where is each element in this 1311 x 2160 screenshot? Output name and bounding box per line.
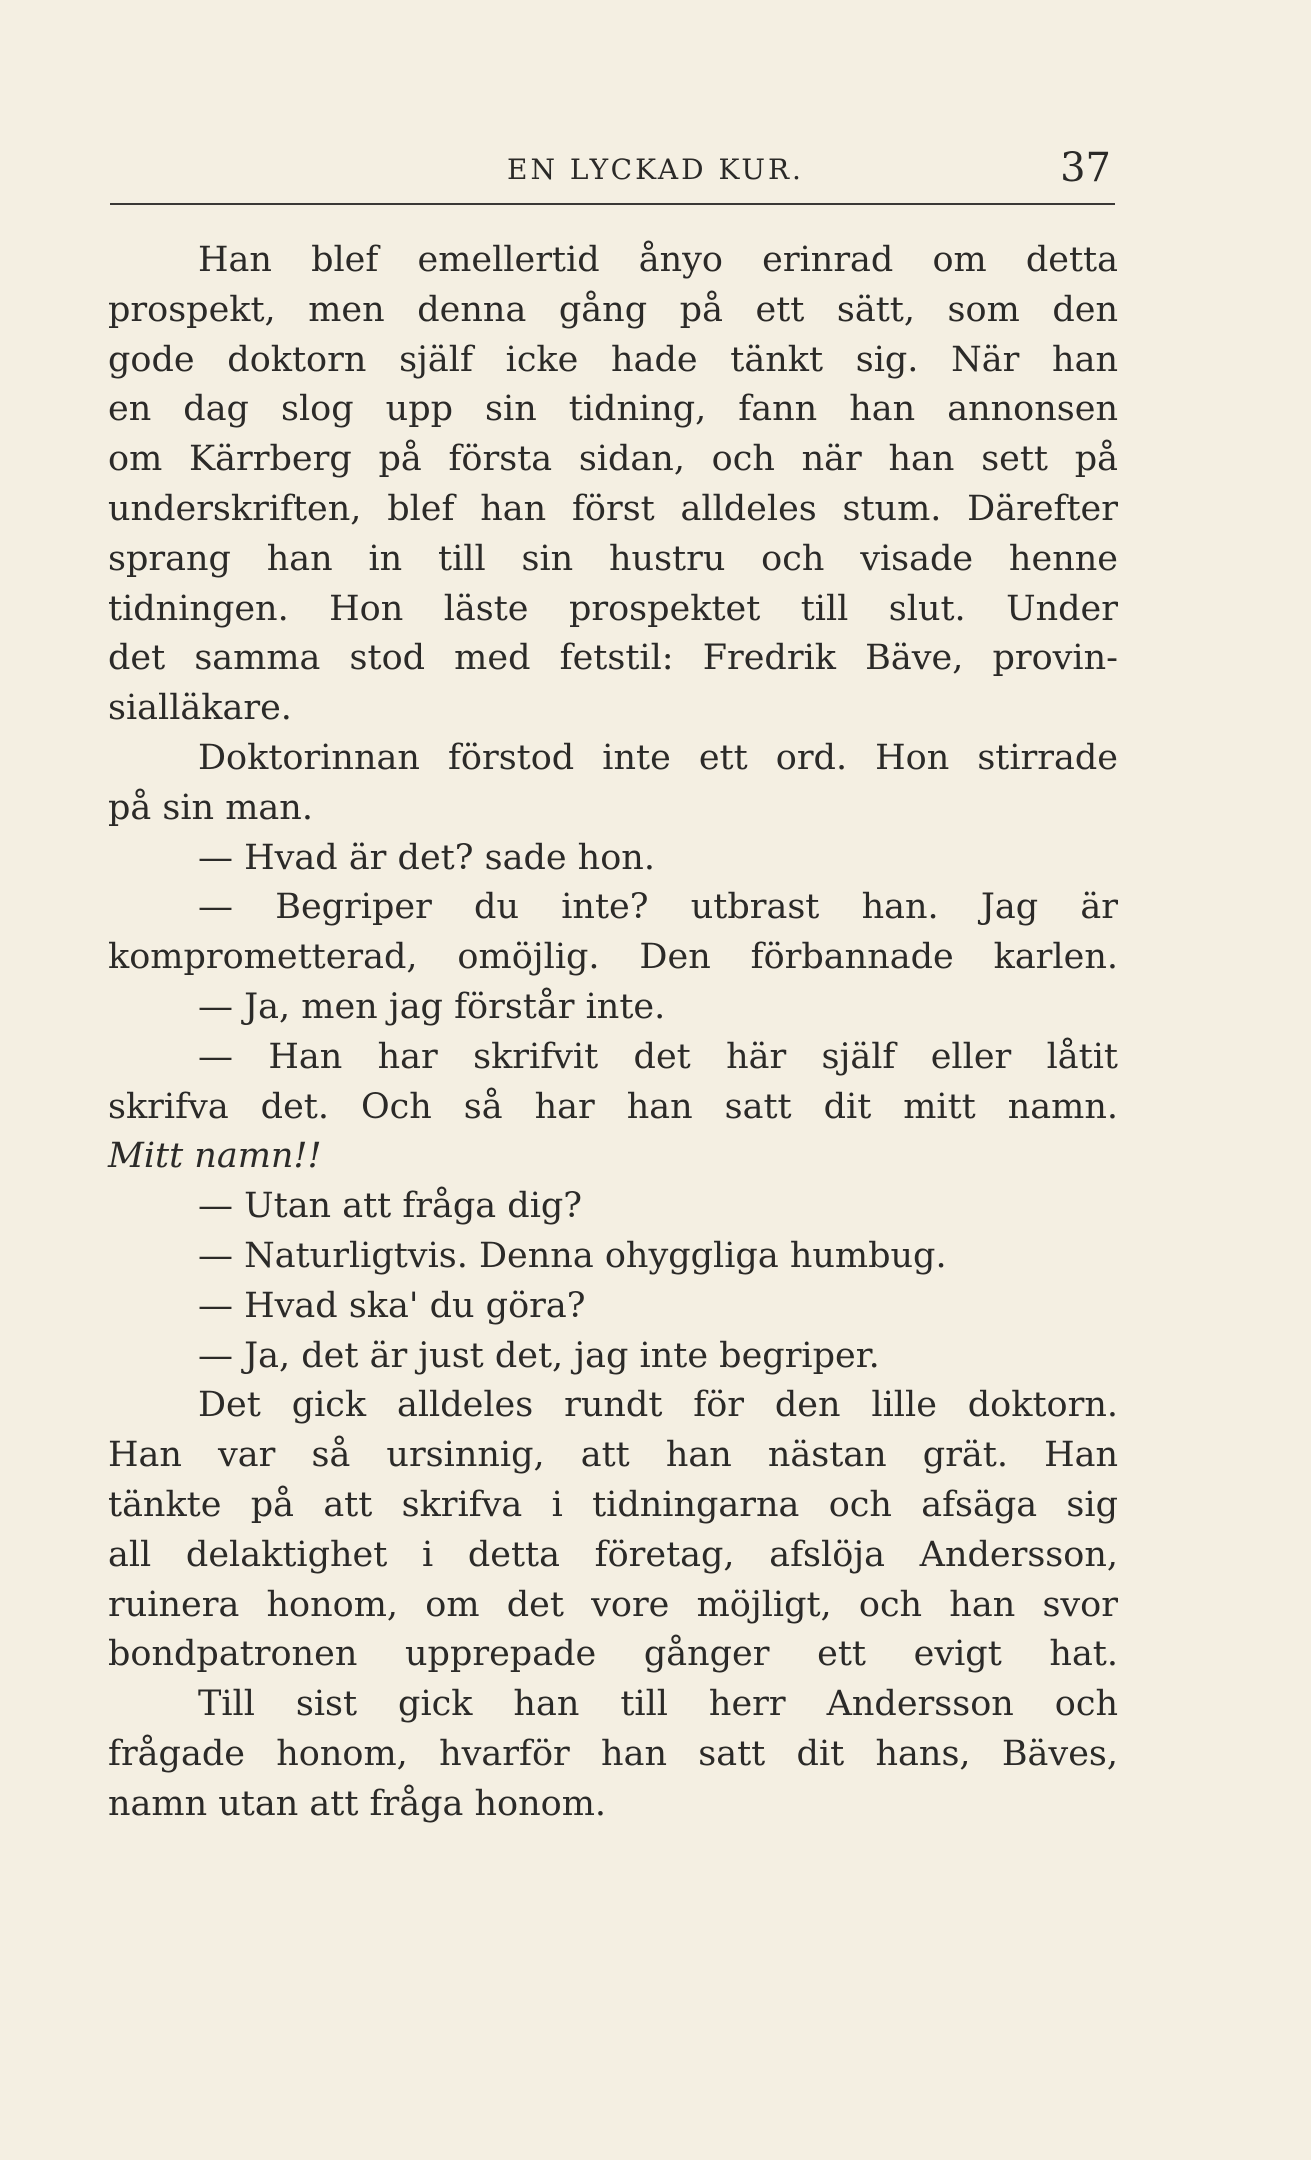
dialogue-line: — Begriper du inte? utbrast han. Jag är: [198, 887, 1118, 928]
dialogue-line: — Hvad är det? sade hon.: [198, 837, 655, 878]
text-line: bondpatronen upprepade gånger ett evigt hat.: [108, 1634, 1118, 1675]
text-line: frågade honom, hvarför han satt dit hans, Bäves,: [108, 1733, 1118, 1774]
text-line: en dag slog upp sin tidning, fann han annonsen: [108, 389, 1118, 430]
page-number: 37: [1060, 145, 1111, 191]
text-line: det samma stod med fetstil: Fredrik Bäve, provin-: [108, 638, 1118, 679]
text-line: Det gick alldeles rundt för den lille doktorn.: [198, 1385, 1118, 1426]
dialogue-line: — Hvad ska' du göra?: [198, 1285, 586, 1326]
text-line: Han blef emellertid ånyo erinrad om detta: [198, 240, 1118, 280]
text-line: prospekt, men denna gång på ett sätt, som den: [108, 289, 1118, 330]
text-line: tänkte på att skrifva i tidningarna och afsäga sig: [108, 1484, 1118, 1525]
text-line: skrifva det. Och så har han satt dit mitt namn.: [108, 1086, 1118, 1127]
text-line: tidningen. Hon läste prospektet till slut. Under: [108, 588, 1118, 629]
dialogue-line: — Ja, men jag förstår inte.: [198, 986, 666, 1027]
text-line: namn utan att fråga honom.: [108, 1783, 607, 1824]
text-line: underskriften, blef han först alldeles stum. Därefter: [108, 488, 1118, 529]
dialogue-line: — Utan att fråga dig?: [198, 1186, 583, 1227]
text-line: sialläkare.: [108, 688, 292, 729]
body-text: [108, 236, 1118, 1830]
header-rule: [110, 203, 1115, 205]
text-line: Doktorinnan förstod inte ett ord. Hon stirrade: [198, 737, 1118, 778]
text-line: om Kärrberg på första sidan, och när han sett på: [108, 439, 1118, 480]
dialogue-line: — Han har skrifvit det här själf eller låtit: [198, 1036, 1118, 1077]
running-head: [0, 145, 1311, 195]
dialogue-line: — Ja, det är just det, jag inte begriper.: [198, 1335, 880, 1376]
running-head-title: EN LYCKAD KUR.: [507, 153, 804, 186]
text-line: Han var så ursinnig, att han nästan grät. Han: [108, 1435, 1118, 1476]
text-line: komprometterad, omöjlig. Den förbannade karlen.: [108, 937, 1118, 978]
text-line: sprang han in till sin hustru och visade henne: [108, 538, 1118, 579]
italic-line: Mitt namn!!: [108, 1136, 322, 1177]
text-line: all delaktighet i detta företag, afslöja Andersson,: [108, 1534, 1118, 1575]
text-line: gode doktorn själf icke hade tänkt sig. När han: [108, 339, 1118, 380]
text-line: ruinera honom, om det vore möjligt, och han svor: [108, 1584, 1118, 1625]
text-line: Till sist gick han till herr Andersson och: [198, 1684, 1118, 1725]
text-line: på sin man.: [108, 787, 313, 828]
dialogue-line: — Naturligtvis. Denna ohyggliga humbug.: [198, 1235, 947, 1276]
